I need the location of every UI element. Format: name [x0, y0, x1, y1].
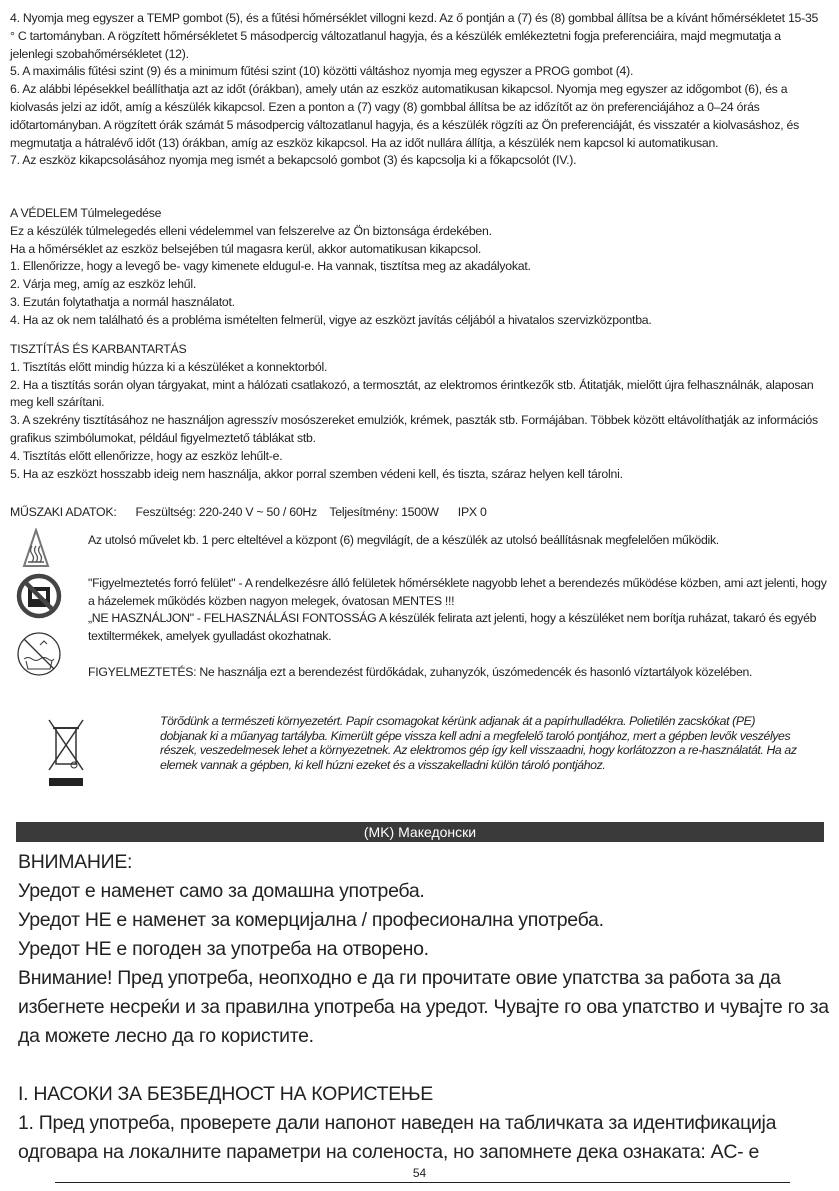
mk-line: Уредот НЕ е наменет за комерцијална / професионална употреба.: [18, 909, 604, 931]
cleaning-section: [10, 341, 825, 483]
step-7: 7. Az eszköz kikapcsolásához nyomja meg ismét a bekapcsoló gombot (3) és kapcsolja ki a főkapcsolót (IV.).: [10, 153, 577, 168]
protection-line: 3. Ezután folytathatja a normál használatot.: [10, 294, 235, 309]
language-section-bar: (MK) Македонски: [16, 822, 824, 842]
spec-voltage: Feszültség: 220-240 V ~ 50 / 60Hz: [135, 505, 317, 519]
mk-warning-title: ВНИМАНИЕ:: [18, 851, 133, 873]
protection-title: A VÉDELEM Túlmelegedése: [10, 206, 162, 220]
spec-label: MŰSZAKI ADATOK:: [10, 505, 117, 519]
mk-safety-title: I. НАСОКИ ЗА БЕЗБЕДНОСТ НА КОРИСТЕЊЕ: [18, 1083, 434, 1105]
step-5: 5. A maximális fűtési szint (9) és a minimum fűtési szint (10) közötti váltáshoz nyomja meg egyszer a PROG gombot (4).: [10, 64, 634, 79]
operation-steps: [10, 10, 825, 170]
cleaning-line: 4. Tisztítás előtt ellenőrizze, hogy az eszköz lehűlt-e.: [10, 448, 283, 463]
protection-line: Ez a készülék túlmelegedés elleni védelemmel van felszerelve az Ön biztonsága érdekében.: [10, 223, 492, 238]
water-warning-note: FIGYELMEZTETÉS: Ne használja ezt a berendezést fürdőkádak, zuhanyzók, úszómedencék és hasonló víztartályok közelében.: [88, 665, 753, 679]
cleaning-line: 5. Ha az eszközt hosszabb ideig nem használja, akkor porral szemben védeni kell, és tiszta, száraz helyen kell tárolni.: [10, 466, 623, 481]
protection-line: 1. Ellenőrizze, hogy a levegő be- vagy kimenete eldugul-e. Ha vannak, tisztítsa meg az akadályokat.: [10, 259, 531, 274]
do-not-cover-icon: [16, 573, 62, 619]
step-4: 4. Nyomja meg egyszer a TEMP gombot (5), és a fűtési hőmérséklet villogni kezd. Az ő pontján a (7) és (8) gombbal állítsa be a kívánt hőmérsékletet 15-35 ° C tartományban. A rögzített hőmérsékletet 5 másodpercig változatlanul hagyja, és a készülék emlékeztetni fogja preferenciáira, majd megmutatja a jelenlegi szobahőmérsékletet (12).: [10, 11, 819, 61]
mk-spacer: [18, 1051, 833, 1080]
cleaning-line: 1. Tisztítás előtt mindig húzza ki a készüléket a konnektorból.: [10, 359, 328, 374]
technical-data: [10, 505, 487, 519]
page-number: 54: [412, 1166, 427, 1180]
protection-line: 2. Várja meg, amíg az eszköz lehűl.: [10, 277, 197, 292]
do-not-cover-note: „NE HASZNÁLJON" - FELHASZNÁLÁSI FONTOSSÁG A készülék felirata azt jelenti, hogy a készüléket nem borítja ruházat, takaró és egyéb textiltermékek, amelyek gyulladást okozhatnak.: [88, 611, 817, 643]
weee-recycle-bin-icon: [48, 718, 84, 790]
environment-note: Törődünk a természeti környezetért. Papír csomagokat kérünk adjanak át a papírhulladékra. Polietilén zacskókat (PE) dobjanak ki a műanyag tartályba. Kimerült gépe vissza kell adni a megfelelő taroló pontjához, mert a gépben levők veszélyes részek, veszedelmesek lehet a környezetnek. Az elektromos gép így kell visszaadni, hogy korlátozzon a re-használatát. Ha az elemek vannak a gépben, ki kell húzni ezeket és a visszakelladni külön tároló pontjához.: [160, 714, 797, 772]
mk-line: Внимание! Пред употреба, неопходно е да ги прочитате овие упатства за работа за да избегнете несреќи и за правилна употреба на уредот. Чувајте го ова упатство и чувајте го за да можете лесно да го користите.: [18, 967, 829, 1047]
protection-line: 4. Ha az ok nem található és a probléma ismételten felmerül, vigye az eszközt javítás céljából a hivatalos szervizközpontba.: [10, 312, 652, 327]
no-water-icon: [16, 631, 62, 677]
hot-surface-icon: [22, 528, 50, 568]
mk-line: Уредот НЕ е погоден за употреба на отворено.: [18, 938, 429, 960]
spec-power: Teljesítmény: 1500W: [329, 505, 439, 519]
step-6: 6. Az alábbi lépésekkel beállíthatja azt az időt (órákban), amely után az eszköz automatikusan kikapcsol. Nyomja meg egyszer az időgombot (6), és a kiolvasás jelzi az időt, amíg a készülék kikapcsol. Ezen a ponton a (7) vagy (8) gombbal állítsa be az időzítőt az ön preferenciájához a 0–24 órás időtartományban. A rögzített órák számát 5 másodpercig változatlanul hagyja, és a készülék rögzíti az Ön preferenciáját, és visszatér a kiolvasáshoz, és megmutatja a hátralévő időt (13) órákban, amíg az eszköz kikapcsol. Ha az időt nullára állítja, a készülék nem kapcsol ki automatikusan.: [10, 82, 800, 150]
hot-warning-note: "Figyelmeztetés forró felület" - A rendelkezésre álló felületek hőmérséklete nagyobb lehet a berendezés működése közben, ami azt jelenti, hogy a házelemek működés közben nagyon melegek, óvatosan MENTES !!!: [88, 576, 827, 608]
macedonian-section: [18, 848, 833, 1167]
mk-line: Уредот е наменет само за домашна употреба.: [18, 880, 425, 902]
cleaning-line: 2. Ha a tisztítás során olyan tárgyakat, mint a hálózati csatlakozó, a termosztát, az elektromos érintkezők stb. Átitatják, mielőtt újra felhasználnák, alaposan meg kell szárítani.: [10, 377, 814, 410]
hot-surface-note: Az utolsó művelet kb. 1 perc elteltével a központ (6) megvilágít, de a készülék az utolsó beállításnak megfelelően működik.: [88, 533, 719, 547]
spec-ipx: IPX 0: [457, 505, 487, 519]
protection-section: [10, 205, 825, 330]
mk-line: 1. Пред употреба, проверете дали напонот наведен на табличката за идентификација одговара на локалните параметри на соленоста, но запомнете дека ознаката: AC- е: [18, 1112, 777, 1163]
cleaning-title: TISZTÍTÁS ÉS KARBANTARTÁS: [10, 342, 187, 356]
cleaning-line: 3. A szekrény tisztításához ne használjon agresszív mosószereket emulziók, krémek, paszták stb. Formájában. Többek között eltávolíthatják az információs grafikus szimbólumokat, például figyelmeztető táblákat stb.: [10, 413, 818, 445]
protection-line: Ha a hőmérséklet az eszköz belsejében túl magasra kerül, akkor automatikusan kikapcsol.: [10, 241, 482, 256]
footer-rule: [55, 1182, 790, 1183]
